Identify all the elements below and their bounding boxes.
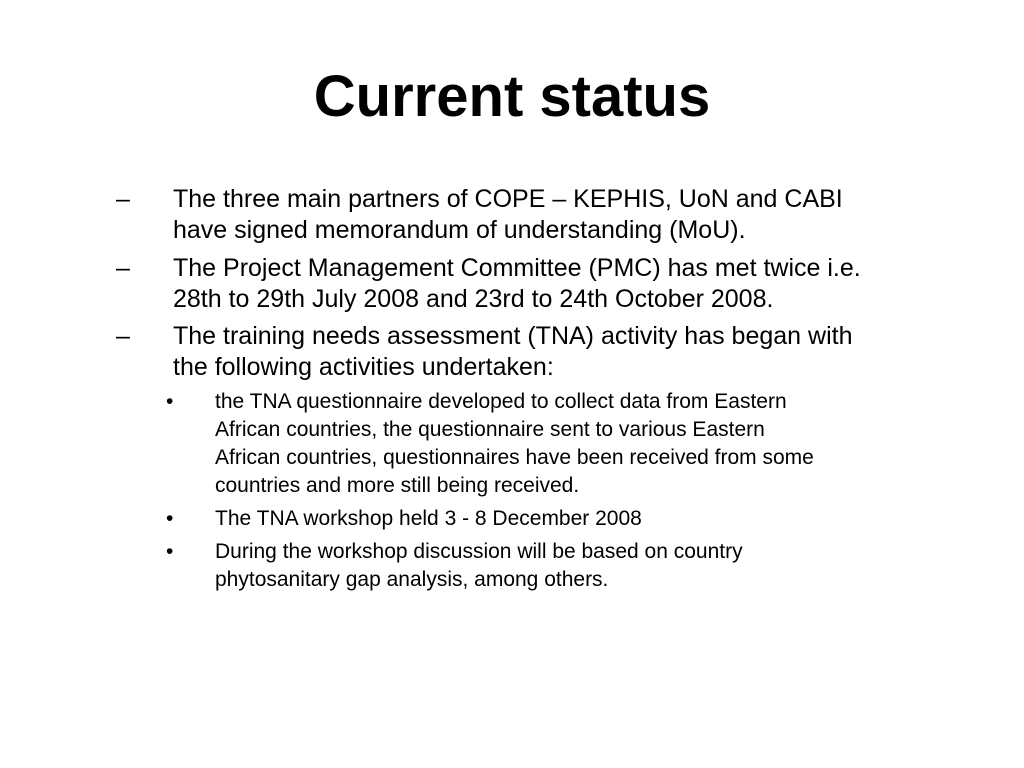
slide-title: Current status [313, 64, 711, 129]
bullet-line: The Project Management Committee (PMC) has met twice i.e. [173, 254, 861, 282]
sub-bullet-text [215, 388, 975, 500]
sub-bullet-line: The TNA workshop held 3 - 8 December 2008 [215, 507, 642, 530]
sub-bullet-line: During the workshop discussion will be based on country [215, 540, 743, 563]
dash-marker: – [116, 254, 130, 282]
bullet-text [173, 321, 973, 383]
sub-bullet-text [215, 538, 975, 594]
bullet-marker: • [166, 540, 174, 563]
bullet-marker: • [166, 390, 174, 413]
dash-marker: – [116, 322, 130, 350]
bullet-text [173, 253, 973, 315]
bullet-marker: • [166, 507, 174, 530]
bullet-line: 28th to 29th July 2008 and 23rd to 24th October 2008. [173, 285, 774, 313]
sub-bullet-text [215, 505, 975, 533]
bullet-text [173, 184, 973, 246]
sub-bullet-line: African countries, questionnaires have been received from some [215, 446, 814, 469]
bullet-line: The training needs assessment (TNA) activity has began with [173, 322, 853, 350]
sub-bullet-line: the TNA questionnaire developed to collect data from Eastern [215, 390, 787, 413]
sub-bullet-line: countries and more still being received. [215, 474, 580, 497]
sub-bullet-line: phytosanitary gap analysis, among others. [215, 568, 609, 591]
sub-bullet-line: African countries, the questionnaire sent to various Eastern [215, 418, 765, 441]
bullet-line: the following activities undertaken: [173, 353, 554, 381]
bullet-line: The three main partners of COPE – KEPHIS, UoN and CABI [173, 185, 843, 213]
dash-marker: – [116, 185, 130, 213]
bullet-line: have signed memorandum of understanding (MoU). [173, 216, 746, 244]
